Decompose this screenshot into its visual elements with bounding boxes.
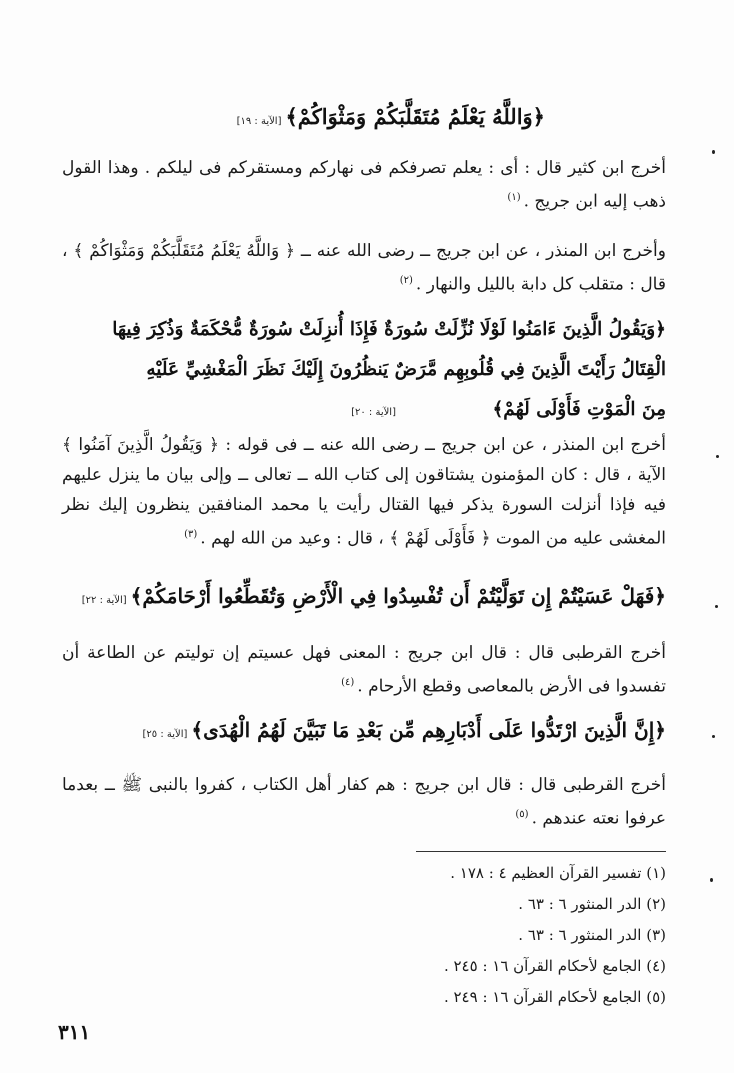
- footnote-ref-2: (٢): [399, 275, 413, 286]
- footnote-separator: [416, 851, 666, 852]
- verse-25-ref: [الآية : ٢٥]: [142, 729, 188, 740]
- paragraph-5: [62, 770, 666, 834]
- verse-20-line-2: الْقِتَالُ رَأَيْتَ الَّذِينَ فِي قُلُوبِهِم مَّرَضٌ يَنظُرُونَ إِلَيْكَ نَظَرَ الْمَغْشِيِّ عَلَيْهِ: [146, 359, 666, 380]
- footnotes: [300, 858, 666, 1013]
- verse-22: [62, 584, 666, 608]
- footnote-ref-3: (٣): [184, 529, 198, 540]
- paragraph-3: [62, 430, 666, 554]
- paragraph-5-text: أخرج القرطبى قال : قال ابن جريج : هم كفار أهل الكتاب ، كفروا بالنبى ﷺ ــ بعدما عرفوا نعته عندهم .: [62, 775, 666, 829]
- verse-25-text: ﴿إِنَّ الَّذِينَ ارْتَدُّوا عَلَى أَدْبَارِهِم مِّن بَعْدِ مَا تَبَيَّنَ لَهُمُ الْهُدَى﴾: [191, 718, 666, 742]
- scan-speck: [712, 150, 715, 154]
- scan-speck: [712, 735, 715, 738]
- footnote-3: (٣) الدر المنثور ٦ : ٦٣ .: [518, 926, 666, 944]
- verse-20-ref: [الآية : ٢٠]: [351, 407, 396, 418]
- scan-speck: [715, 605, 718, 608]
- paragraph-1: [62, 153, 666, 217]
- footnote-4: (٤) الجامع لأحكام القرآن ١٦ : ٢٤٥ .: [443, 957, 666, 975]
- footnote-ref-4: (٤): [341, 677, 355, 688]
- verse-25: [90, 718, 666, 742]
- footnote-ref-1: (١): [507, 192, 521, 203]
- footnote-1: (١) تفسير القرآن العظيم ٤ : ١٧٨ .: [450, 864, 666, 882]
- page-number: ٣١١: [58, 1020, 91, 1044]
- verse-20: [62, 310, 666, 433]
- verse-22-ref: [الآية : ٢٢]: [81, 595, 127, 606]
- footnote-2: (٢) الدر المنثور ٦ : ٦٣ .: [518, 895, 666, 913]
- paragraph-4-text: أخرج القرطبى قال : قال ابن جريج : المعنى فهل عسيتم إن توليتم عن الطاعة أن تفسدوا فى الأرض بالمعاصى وقطع الأرحام .: [62, 643, 666, 697]
- verse-19-text: ﴿وَاللَّهُ يَعْلَمُ مُتَقَلَّبَكُمْ وَمَثْوَاكُمْ﴾: [285, 104, 545, 129]
- verse-19: [200, 104, 545, 129]
- paragraph-3-text: أخرج ابن المنذر ، عن ابن جريج ــ رضى الله عنه ــ فى قوله : ﴿ وَيَقُولُ الَّذِينَ آمَنُوا ﴾ الآية ، قال : كان المؤمنون يشتاقون إلى كتاب الله ــ تعالى ــ وإلى بيان ما ينزل عليهم فيه فإذا أنزلت السورة يذكر فيها القتال رأيت يا محمد المنافقين ينظرون إليك نظر المغشى عليه من الموت ﴿ فَأَوْلَى لَهُمْ ﴾ ، قال : وعيد من الله لهم .: [62, 435, 666, 549]
- footnote-5: (٥) الجامع لأحكام القرآن ١٦ : ٢٤٩ .: [443, 988, 666, 1006]
- verse-20-line-3: مِنَ الْمَوْتِ فَأَوْلَى لَهُمْ﴾: [492, 399, 666, 420]
- footnote-ref-5: (٥): [515, 809, 529, 820]
- paragraph-4: [62, 638, 666, 702]
- paragraph-2: [62, 236, 666, 300]
- verse-22-text: ﴿فَهَلْ عَسَيْتُمْ إِن تَوَلَّيْتُمْ أَن تُفْسِدُوا فِي الْأَرْضِ وَتُقَطِّعُوا أَرْحَامَكُمْ﴾: [130, 584, 666, 608]
- verse-20-line-1: ﴿وَيَقُولُ الَّذِينَ ءَامَنُوا لَوْلَا نُزِّلَتْ سُورَةٌ فَإِذَا أُنزِلَتْ سُورَةٌ مُّحْكَمَةٌ وَذُكِرَ فِيهَا: [112, 319, 666, 340]
- scan-speck: [710, 878, 713, 882]
- scan-speck: [716, 455, 719, 458]
- verse-19-ref: [الآية : ١٩]: [236, 116, 282, 127]
- paragraph-2-text: وأخرج ابن المنذر ، عن ابن جريج ــ رضى الله عنه ــ ﴿ وَاللَّهُ يَعْلَمُ مُتَقَلَّبَكُمْ وَمَثْوَاكُمْ ﴾ ، قال : متقلب كل دابة بالليل والنهار .: [62, 241, 666, 295]
- paragraph-1-text: أخرج ابن كثير قال : أى : يعلم تصرفكم فى نهاركم ومستقركم فى ليلكم . وهذا القول ذهب إليه ابن جريج .: [62, 158, 666, 212]
